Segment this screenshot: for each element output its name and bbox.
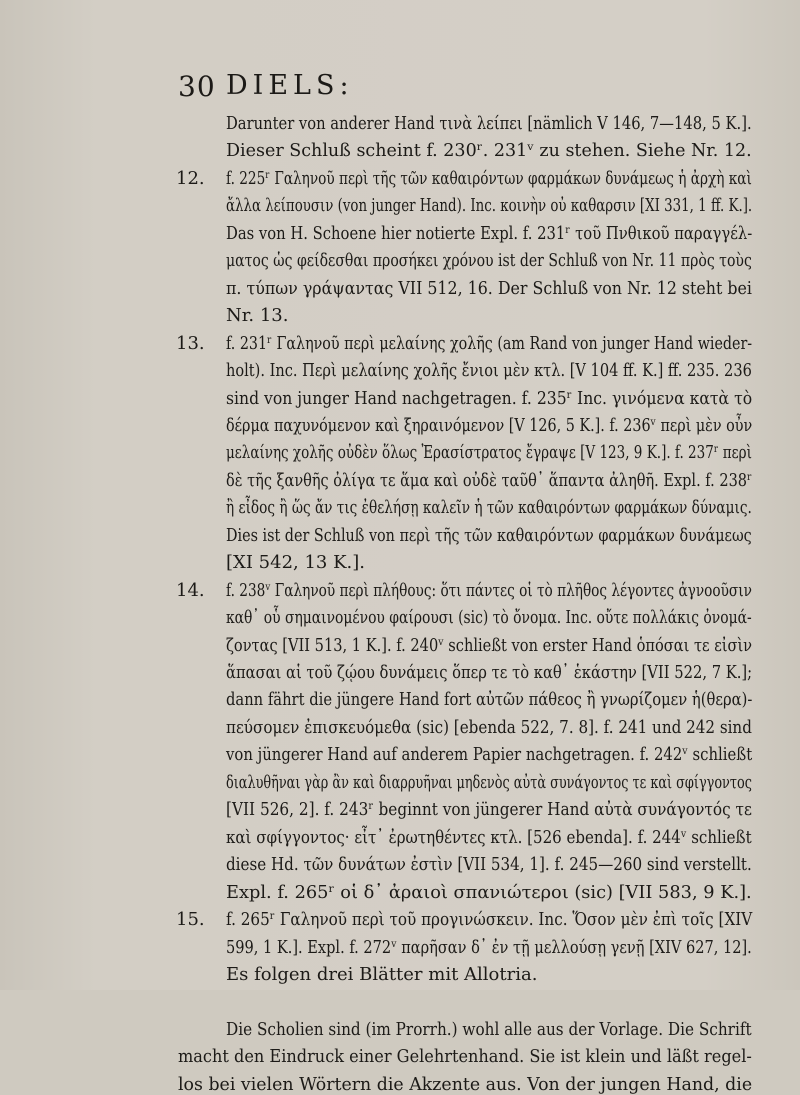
text-line: f. 225ʳ Γαληνοῦ περὶ τῆς τῶν καθαιρόντων φαρμάκων δυνάμεως ἡ ἀρχὴ καὶ bbox=[226, 168, 752, 189]
text-line: los bei vielen Wörtern die Akzente aus. Von der jungen Hand, die bbox=[178, 1074, 753, 1095]
page-number: 30 bbox=[178, 70, 216, 103]
text-line: Es folgen drei Blätter mit Allotria. bbox=[226, 964, 538, 985]
text-line: Expl. f. 265ʳ οἱ δ᾽ ἀραιοὶ σπανιώτεροι (sic) [VII 583, 9 K.]. bbox=[226, 882, 752, 903]
text-line: ἄλλα λείπουσιν (von junger Hand). Inc. κοινὴν οὐ καθαρσιν [XI 331, 1 ff. K.]. bbox=[226, 195, 753, 216]
text-line: von jüngerer Hand auf anderem Papier nachgetragen. f. 242ᵛ schließt bbox=[226, 744, 753, 765]
text-line: macht den Eindruck einer Gelehrtenhand. Sie ist klein und läßt regel- bbox=[178, 1046, 752, 1067]
text-line: π. τύπων γράψαντας VII 512, 16. Der Schluß von Nr. 12 steht bei bbox=[226, 278, 752, 299]
text-line: f. 265ʳ Γαληνοῦ περὶ τοῦ προγινώσκειν. Inc. Ὅσον μὲν ἐπὶ τοῖς [XIV bbox=[226, 909, 753, 930]
text-line: Das von H. Schoene hier notierte Expl. f. 231ʳ τοῦ Πνθικοῦ παραγγέλ- bbox=[226, 223, 753, 244]
text-line: f. 231ʳ Γαληνοῦ περὶ μελαίνης χολῆς (am Rand von junger Hand wieder- bbox=[226, 333, 753, 354]
text-line: Die Scholien sind (im Prorrh.) wohl alle aus der Vorlage. Die Schrift bbox=[226, 1019, 752, 1040]
running-title: DIELS: bbox=[226, 70, 354, 101]
text-line: Dies ist der Schluß von περὶ τῆς τῶν καθαιρόντων φαρμάκων δυνάμεως bbox=[226, 525, 752, 546]
text-line: ἅπασαι αἱ τοῦ ζῴου δυνάμεις ὅπερ τε τὸ καθ᾽ ἑκάστην [VII 522, 7 K.]; bbox=[226, 662, 753, 683]
text-line: Darunter von anderer Hand τινὰ λείπει [nämlich V 146, 7—148, 5 K.]. bbox=[226, 113, 752, 134]
text-line: πεύσομεν ἐπισκευόμεθα (sic) [ebenda 522, 7. 8]. f. 241 und 242 sind bbox=[226, 717, 752, 738]
text-line: μελαίνης χολῆς οὐδὲν ὅλως Ἐρασίστρατος ἔγραψε [V 123, 9 K.]. f. 237ʳ περὶ bbox=[226, 442, 752, 463]
text-line: δὲ τῆς ξανθῆς ὀλίγα τε ἅμα καὶ οὐδὲ ταῦθ᾽ ἅπαντα ἀληθῆ. Expl. f. 238ʳ bbox=[226, 470, 753, 491]
section-number: 13. bbox=[176, 333, 205, 354]
text-line: καὶ σφίγγοντος· εἶτ᾽ ἐρωτηθέντες κτλ. [526 ebenda]. f. 244ᵛ schließt bbox=[226, 827, 752, 848]
text-line: ζοντας [VII 513, 1 K.]. f. 240ᵛ schließt von erster Hand ὁπόσαι τε εἰσὶν bbox=[226, 635, 753, 656]
text-line: diese Hd. τῶν δυνάτων ἐστὶν [VII 534, 1]. f. 245—260 sind verstellt. bbox=[226, 854, 752, 875]
text-line: sind von junger Hand nachgetragen. f. 235ʳ Inc. γινόμενα κατὰ τὸ bbox=[226, 388, 753, 409]
text-line: διαλυθῆναι γὰρ ἂν καὶ διαρρυῆναι μηδενὸς αὐτὰ συνάγοντος τε καὶ σφίγγοντος bbox=[226, 772, 752, 793]
section-number: 12. bbox=[176, 168, 205, 189]
text-line: [XI 542, 13 K.]. bbox=[226, 552, 366, 573]
text-line: dann fährt die jüngere Hand fort αὐτῶν πάθεος ἢ γνωρίζομεν ἡ(θερα)- bbox=[226, 689, 753, 710]
text-line: [VII 526, 2]. f. 243ʳ beginnt von jüngerer Hand αὐτὰ συνάγοντός τε bbox=[226, 799, 752, 820]
text-line: Nr. 13. bbox=[226, 305, 289, 326]
text-line: καθ᾽ οὗ σημαινομένου φαίρουσι (sic) τὸ ὄνομα. Inc. οὔτε πολλάκις ὀνομά- bbox=[226, 607, 752, 628]
text-line: Dieser Schluß scheint f. 230ʳ. 231ᵛ zu stehen. Siehe Nr. 12. bbox=[226, 140, 752, 161]
text-line: 599, 1 K.]. Expl. f. 272ᵛ παρῆσαν δ᾽ ἐν τῇ μελλούσῃ γενῇ [XIV 627, 12]. bbox=[226, 937, 752, 958]
text-line: f. 238ᵛ Γαληνοῦ περὶ πλήθους: ὅτι πάντες οἱ τὸ πλῆθος λέγοντες ἀγνοοῦσιν bbox=[226, 580, 752, 601]
section-number: 15. bbox=[176, 909, 205, 930]
text-line: holt). Inc. Περὶ μελαίνης χολῆς ἔνιοι μὲν κτλ. [V 104 ff. K.] ff. 235. 236 bbox=[226, 360, 752, 381]
text-line: ματος ὡς φείδεσθαι προσήκει χρόνου ist der Schluß von Nr. 11 πρὸς τοὺς bbox=[226, 250, 752, 271]
text-line: δέρμα παχυνόμενον καὶ ξηραινόμενον [V 126, 5 K.]. f. 236ᵛ περὶ μὲν οὖν bbox=[226, 415, 753, 436]
section-number: 14. bbox=[176, 580, 205, 601]
text-line: ἢ εἶδος ἢ ὥς ἄν τις ἐθελήσῃ καλεῖν ἡ τῶν καθαιρόντων φαρμάκων δύναμις. bbox=[226, 497, 752, 518]
